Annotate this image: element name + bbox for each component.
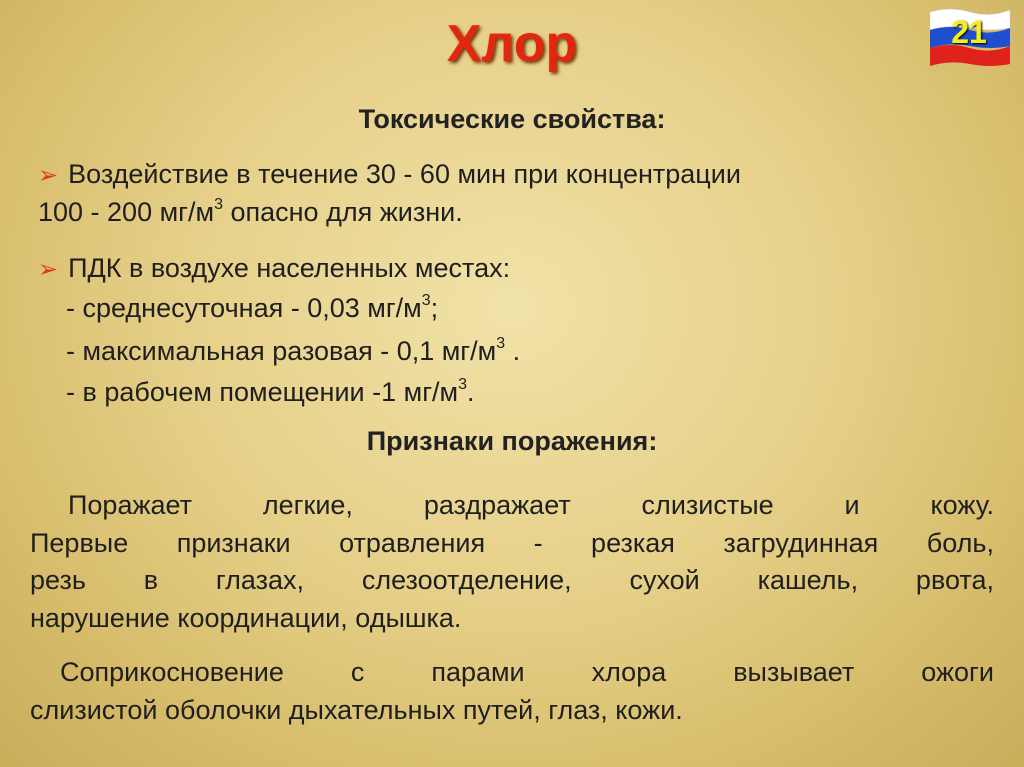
para1-line2: Первые признаки отравления - резкая загрудинная боль, (30, 527, 994, 558)
heading-symptoms: Признаки поражения: (366, 426, 658, 456)
slide-number: 21 (951, 14, 987, 50)
para2-line1: Соприкосновение с парами хлора вызывает ожоги (60, 657, 994, 687)
heading-toxic-properties: Токсические свойства: (358, 104, 666, 134)
bullet-exposure-line1: Воздействие в течение 30 - 60 мин при концентрации (68, 159, 741, 189)
bullet-pdk-intro: ПДК в воздухе населенных местах: (68, 253, 511, 283)
para1-line4: нарушение координации, одышка. (30, 602, 462, 633)
bullet-pdk (38, 250, 510, 288)
pdk-item-max: - максимальная разовая - 0,1 $мг/м^3$ . (66, 335, 521, 366)
para1-line1: Поражает легкие, раздражает слизистые и кожу. (68, 490, 994, 520)
chevron-right-icon: ➢ (38, 162, 59, 189)
pdk-item-work: - в рабочем помещении -1 $мг/м^3$. (66, 376, 475, 407)
pdk-item-daily: - среднесуточная - 0,03 $мг/м^3$; (66, 292, 439, 323)
slide-title: Хлор (446, 15, 578, 73)
para1-line3: резь в глазах, слезоотделение, сухой кашель, рвота, (30, 565, 994, 595)
paragraph-contact (30, 654, 994, 729)
paragraph-symptoms (30, 487, 994, 637)
bullet-exposure (38, 156, 741, 194)
chevron-right-icon: ➢ (38, 256, 59, 283)
para2-line2: слизистой оболочки дыхательных путей, глаз, кожи. (30, 694, 683, 725)
bullet-exposure-line2: 100 - 200 $мг/м^3$ опасно для жизни. (38, 196, 463, 227)
russian-flag-icon (926, 4, 1012, 70)
